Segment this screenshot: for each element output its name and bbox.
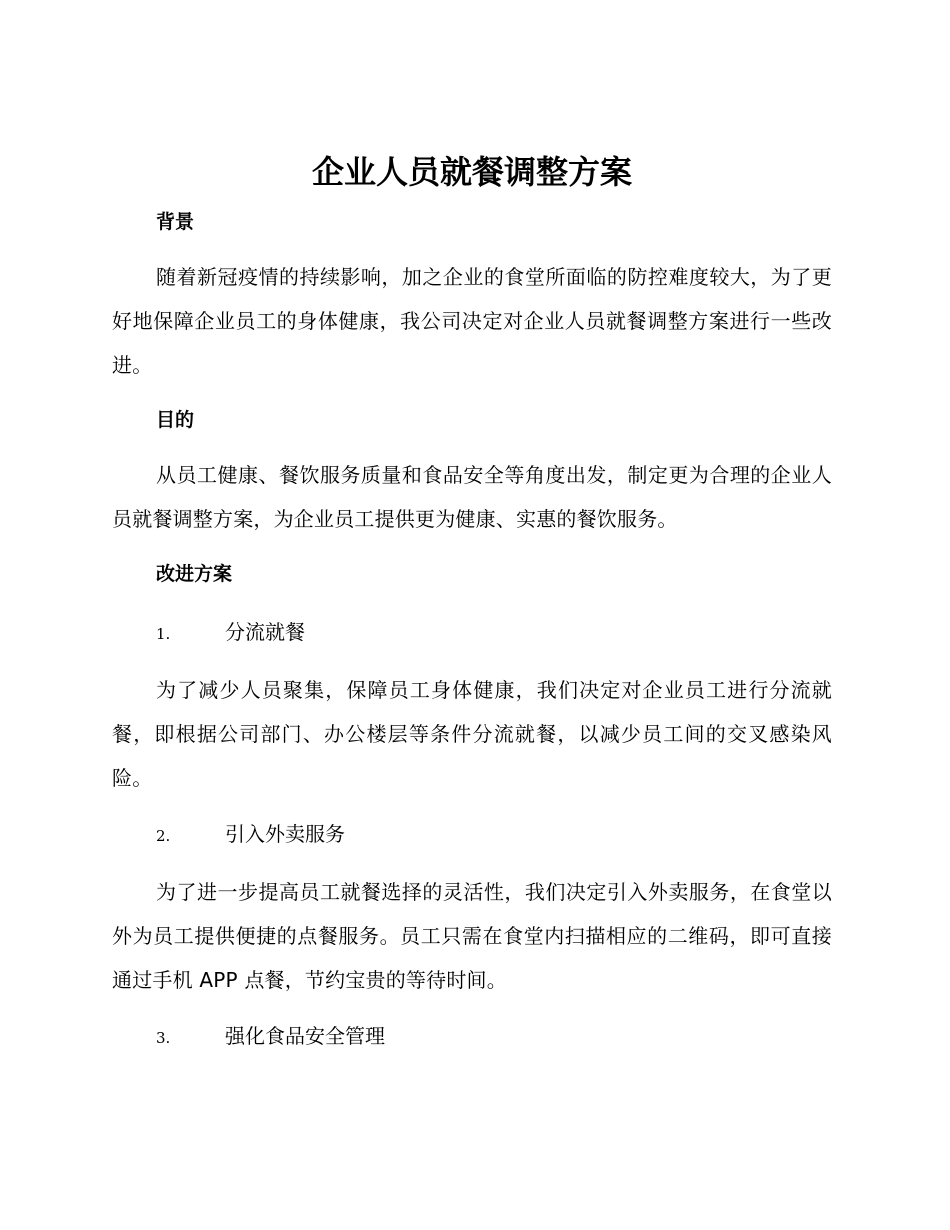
section-heading-purpose: 目的 [156,409,195,431]
list-item-title: 强化食品安全管理 [225,1024,385,1048]
list-number: 2. [156,827,171,845]
list-item-title: 分流就餐 [225,620,305,644]
paragraph-item-2: 为了进一步提高员工就餐选择的灵活性，我们决定引入外卖服务，在食堂以外为员工提供便捷的点餐服务。员工只需在食堂内扫描相应的二维码，即可直接通过手机 APP 点餐，节约宝贵的等待时间。 [112,880,832,992]
document-title: 企业人员就餐调整方案 [311,153,632,191]
list-number: 1. [156,625,171,643]
list-item-2 [112,820,832,850]
document-page [112,150,832,1052]
list-item-title: 引入外卖服务 [225,822,345,846]
section-heading-background: 背景 [156,211,195,233]
paragraph-item-1: 为了减少人员聚集，保障员工身体健康，我们决定对企业员工进行分流就餐，即根据公司部门、办公楼层等条件分流就餐，以减少员工间的交叉感染风险。 [112,678,832,790]
section-heading-plan: 改进方案 [156,563,233,585]
paragraph-purpose: 从员工健康、餐饮服务质量和食品安全等角度出发，制定更为合理的企业人员就餐调整方案，为企业员工提供更为健康、实惠的餐饮服务。 [112,463,832,531]
list-number: 3. [156,1029,171,1047]
list-item-3 [112,1022,832,1052]
paragraph-background: 随着新冠疫情的持续影响，加之企业的食堂所面临的防控难度较大，为了更好地保障企业员工的身体健康，我公司决定对企业人员就餐调整方案进行一些改进。 [112,265,832,377]
list-item-1 [112,618,832,648]
